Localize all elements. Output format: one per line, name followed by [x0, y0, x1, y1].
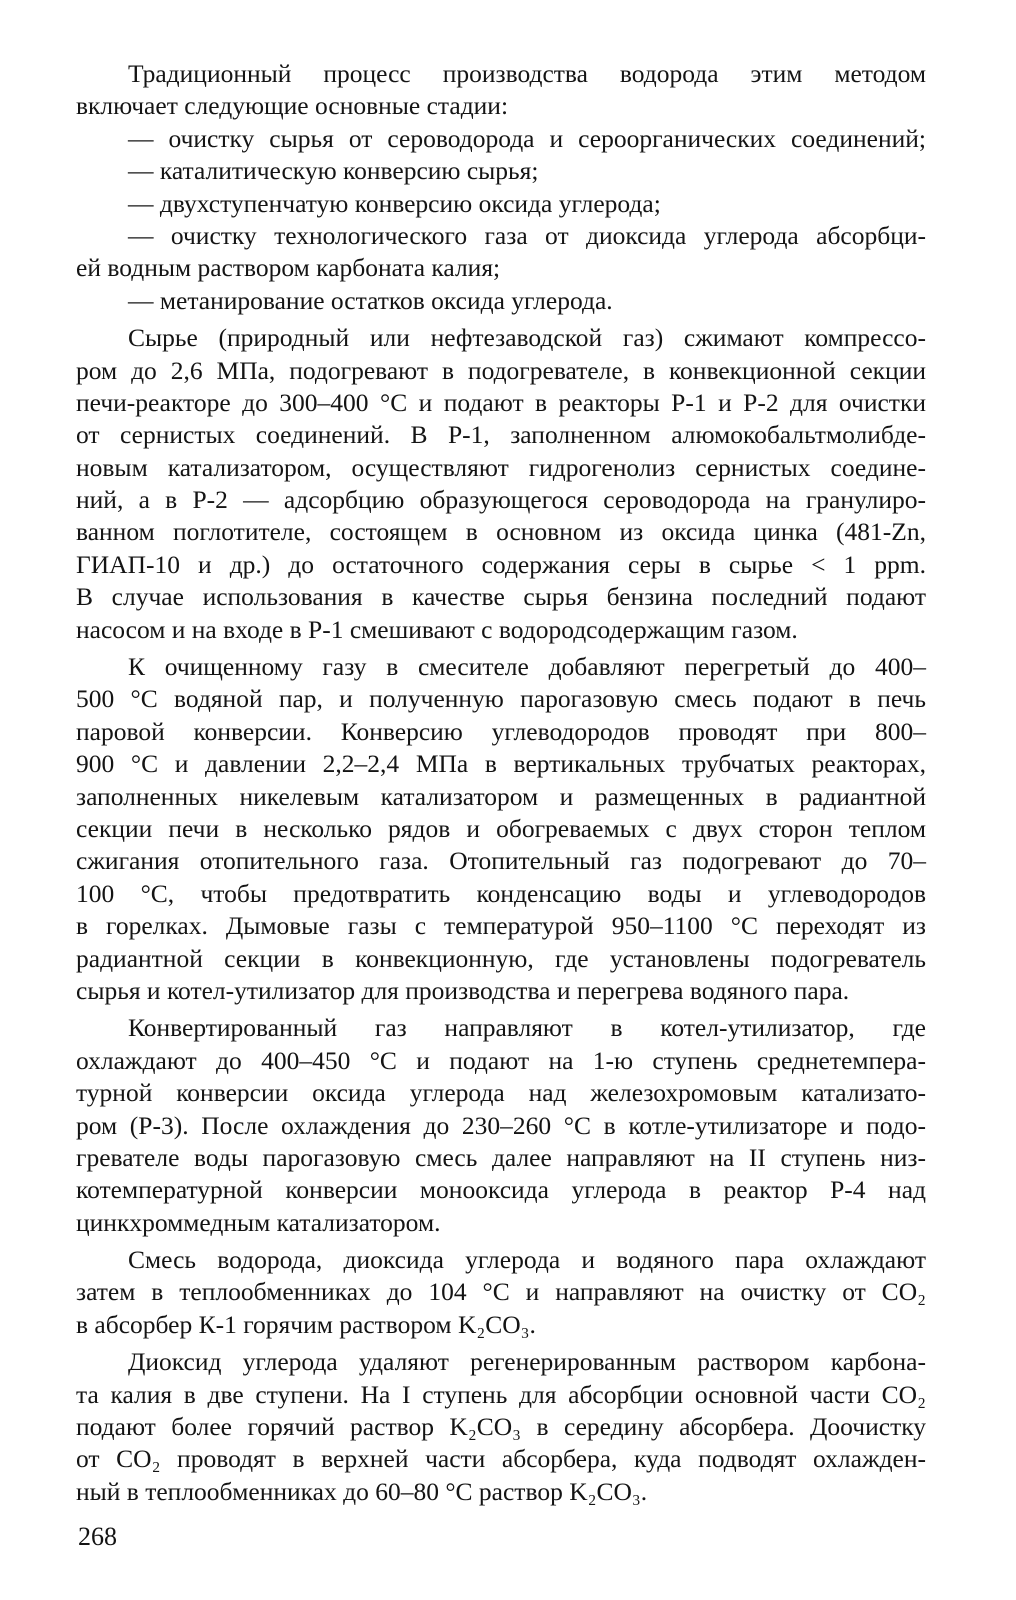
text-line: печи-реакторе до 300–400 °С и подают в реакторы Р-1 и Р-2 для очистки [76, 387, 926, 417]
text-line: 900 °С и давлении 2,2–2,4 МПа в вертикальных трубчатых реакторах, [76, 749, 926, 779]
text-line: К очищенному газу в смесителе добавляют перегретый до 400– [128, 652, 926, 682]
text-line: — метанирование остатков оксида углерода. [128, 285, 613, 315]
text-line: сырья и котел-утилизатор для производства и перегрева водяного пара. [76, 975, 850, 1005]
text-line: ванном поглотителе, состоящем в основном из оксида цинка (481-Zn, [76, 517, 926, 547]
text-line: Сырье (природный или нефтезаводской газ) сжимают компрессо- [128, 323, 926, 353]
text-line: ный в теплообменниках до 60–80 °С раствор K₂CO₃. [76, 1476, 648, 1506]
text-line: подают более горячий раствор K₂CO₃ в середину абсорбера. Доочистку [76, 1412, 926, 1442]
text-line: котемпературной конверсии монооксида углерода в реактор Р-4 над [76, 1175, 926, 1205]
text-line: — каталитическую конверсию сырья; [128, 156, 539, 186]
text-line: в горелках. Дымовые газы с температурой 950–1100 °С переходят из [76, 911, 926, 941]
text-line: радиантной секции в конвекционную, где установлены подогреватель [76, 943, 926, 973]
text-line: включает следующие основные стадии: [76, 91, 509, 121]
text-line: Смесь водорода, диоксида углерода и водяного пара охлаждают [128, 1245, 926, 1275]
text-line: секции печи в несколько рядов и обогреваемых с двух сторон теплом [76, 813, 926, 843]
text-line: ром до 2,6 МПа, подогревают в подогревателе, в конвекционной секции [76, 355, 926, 385]
text-line: В случае использования в качестве сырья бензина последний подают [76, 582, 926, 612]
text-line: насосом и на входе в Р-1 смешивают с водородсодержащим газом. [76, 614, 798, 644]
text-line: — очистку технологического газа от диоксида углерода абсорбци- [128, 220, 926, 250]
text-line: ей водным раствором карбоната калия; [76, 253, 501, 283]
text-line: та калия в две ступени. На I ступень для абсорбции основной части CO₂ [76, 1379, 926, 1409]
text-line: ний, а в Р-2 — адсорбцию образующегося сероводорода на гранулиро- [76, 485, 926, 515]
text-line: гревателе воды парогазовую смесь далее направляют на II ступень низ- [76, 1142, 926, 1172]
text-line: от сернистых соединений. В Р-1, заполненном алюмокобальтмолибде- [76, 420, 926, 450]
text-line: Конвертированный газ направляют в котел-утилизатор, где [128, 1013, 926, 1043]
text-line: сжигания отопительного газа. Отопительный газ подогревают до 70– [76, 846, 926, 876]
text-line: Диоксид углерода удаляют регенерированным раствором карбона- [128, 1347, 926, 1377]
text-line: в абсорбер К-1 горячим раствором K₂CO₃. [76, 1309, 536, 1339]
text-line: затем в теплообменниках до 104 °С и направляют на очистку от CO₂ [76, 1277, 926, 1307]
text-line: турной конверсии оксида углерода над железохромовым катализато- [76, 1078, 926, 1108]
text-line: ром (Р-3). После охлаждения до 230–260 °С в котле-утилизаторе и подо- [76, 1110, 926, 1140]
text-line: заполненных никелевым катализатором и размещенных в радиантной [76, 781, 926, 811]
text-line: от CO₂ проводят в верхней части абсорбера, куда подводят охлажден- [76, 1444, 926, 1474]
text-line: Традиционный процесс производства водорода этим методом [128, 59, 926, 88]
text-line: — очистку сырья от сероводорода и сероорганических соединений; [128, 123, 926, 153]
text-line: 100 °С, чтобы предотвратить конденсацию воды и углеводородов [76, 878, 926, 908]
text-line: новым катализатором, осуществляют гидрогенолиз сернистых соедине- [76, 452, 926, 482]
text-line: паровой конверсии. Конверсию углеводородов проводят при 800– [76, 716, 926, 746]
page-number: 268 [78, 1522, 117, 1551]
text-line: ГИАП-10 и др.) до остаточного содержания серы в сырье < 1 ppm. [76, 549, 926, 579]
page-body [76, 58, 926, 1508]
text-line: цинкхроммедным катализатором. [76, 1207, 441, 1237]
text-line: — двухступенчатую конверсию оксида углерода; [128, 188, 661, 218]
text-line: 500 °С водяной пар, и полученную парогазовую смесь подают в печь [76, 684, 926, 714]
text-line: охлаждают до 400–450 °С и подают на 1-ю ступень среднетемпера- [76, 1045, 926, 1075]
